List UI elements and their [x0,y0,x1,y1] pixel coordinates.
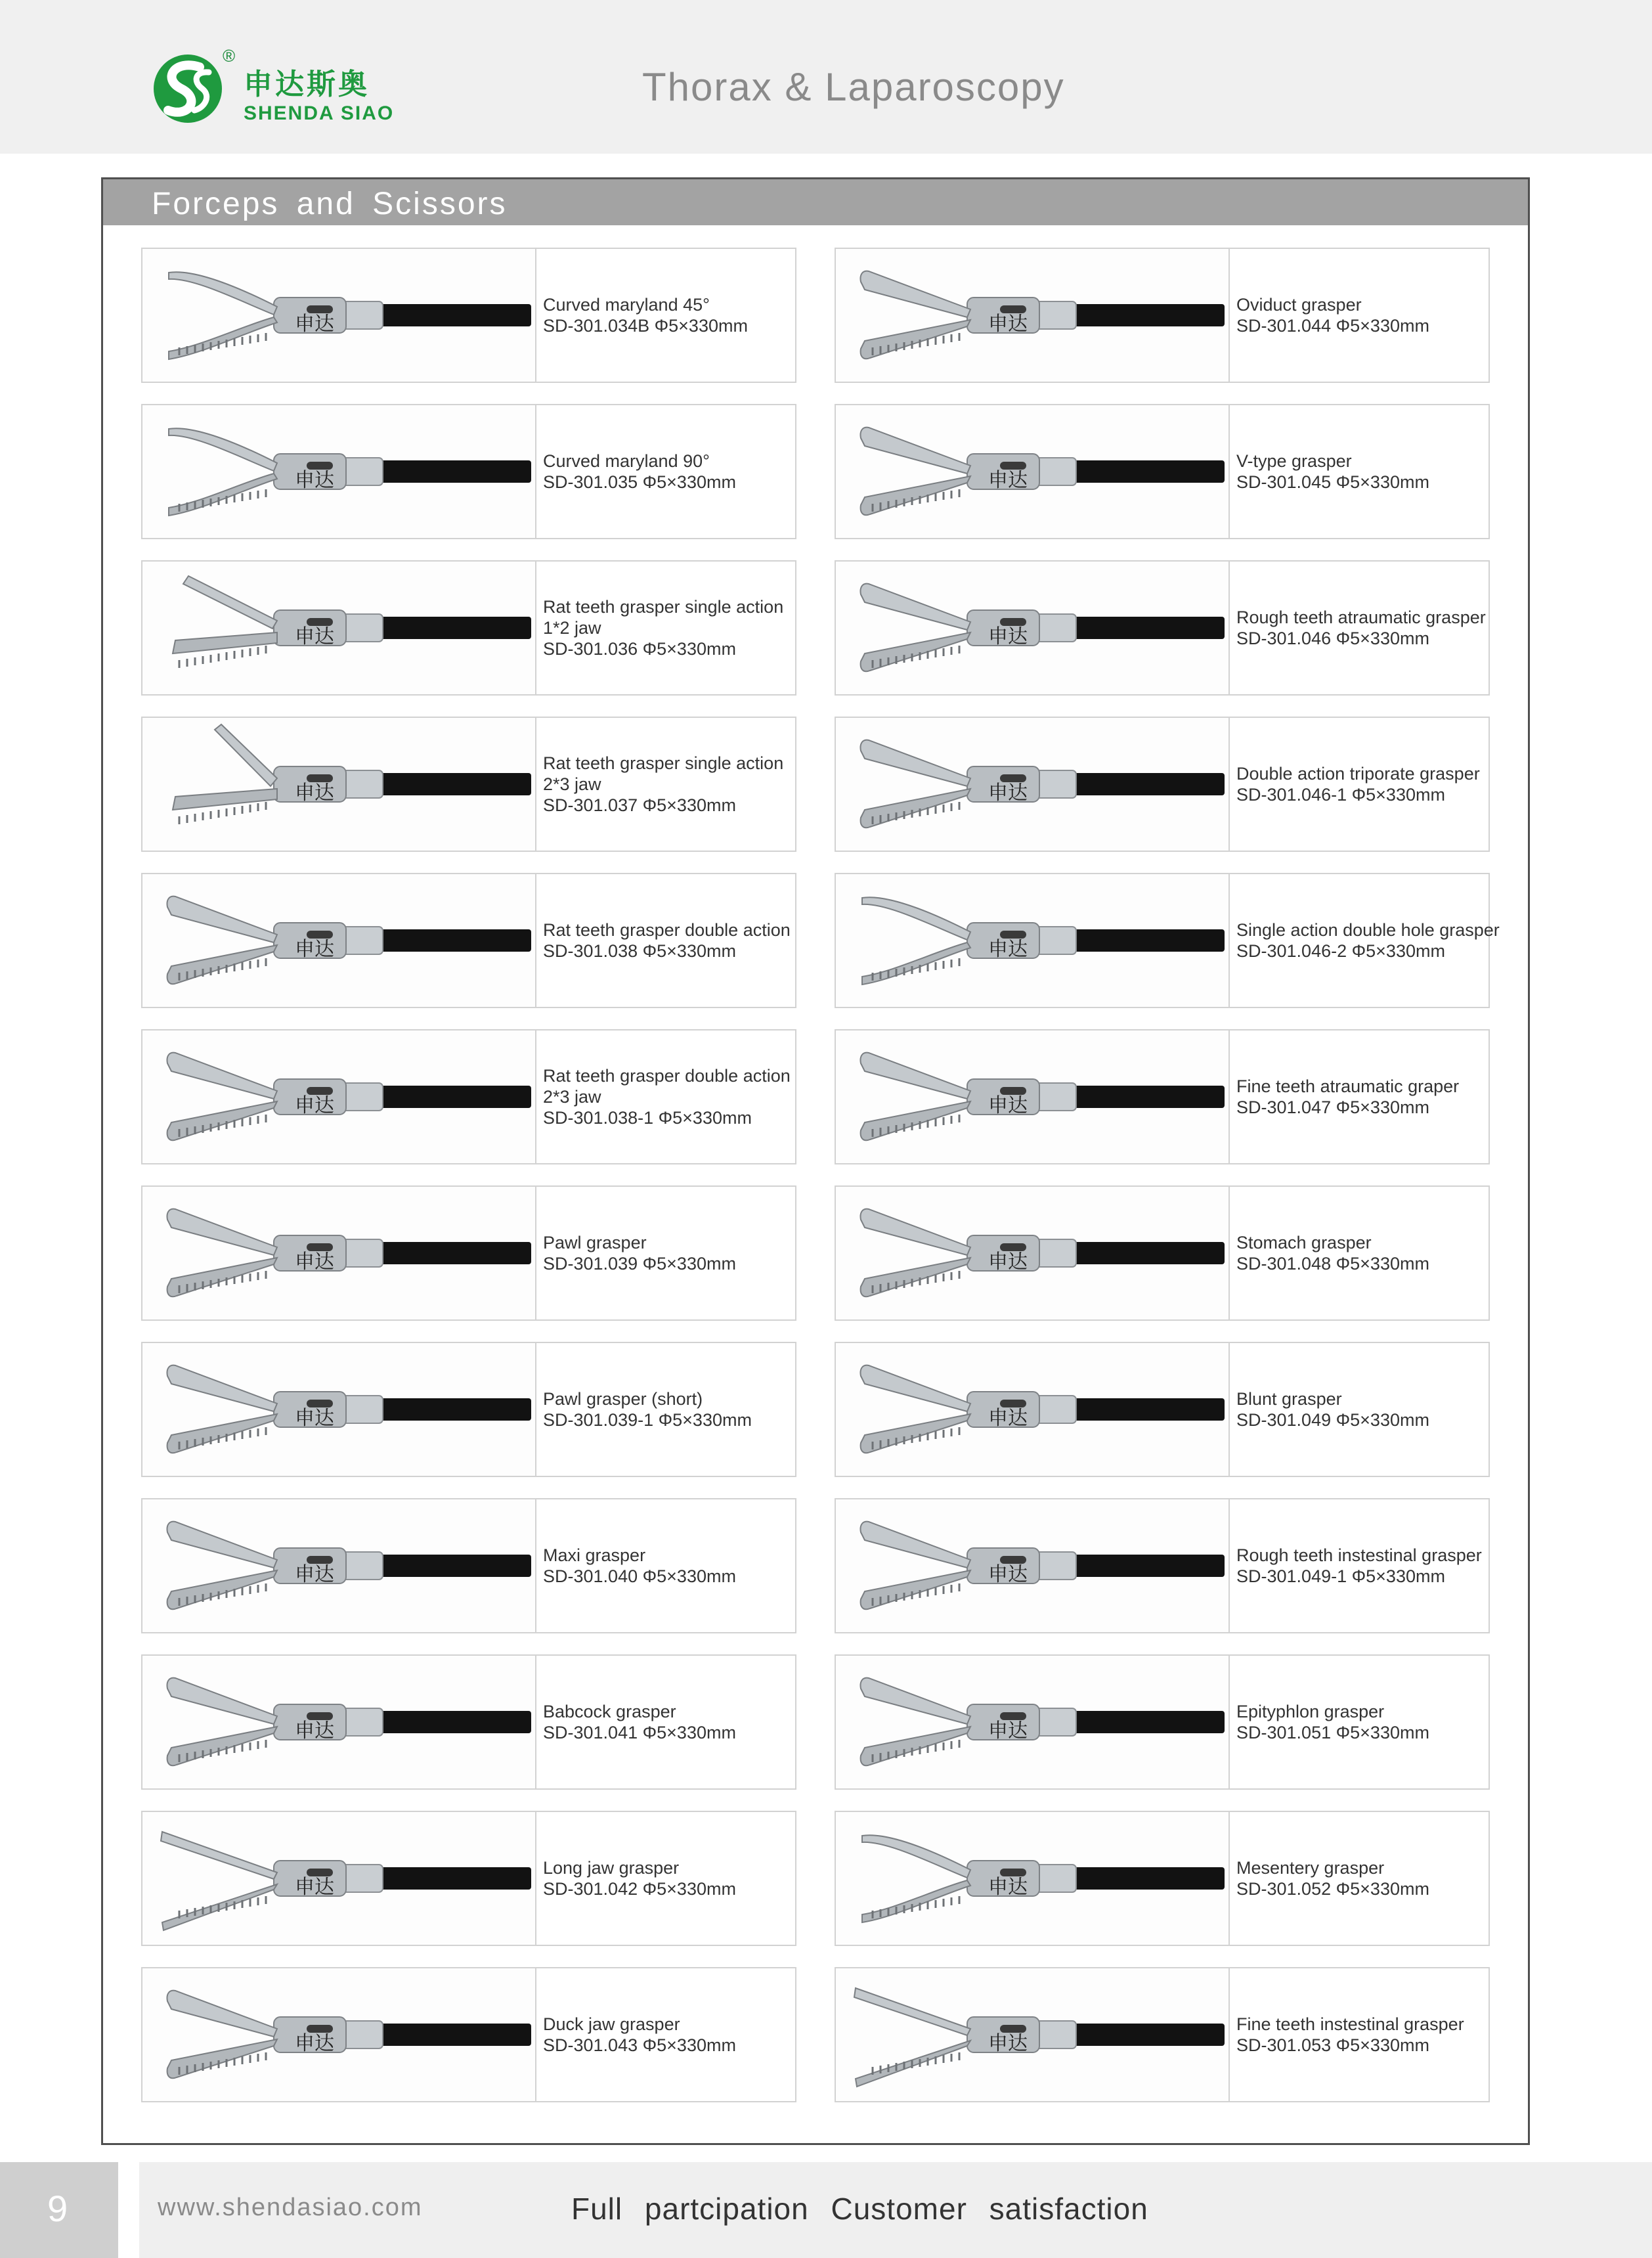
product-name: Rat teeth grasper single action [543,597,784,617]
product-name: Fine teeth instestinal grasper [1236,2014,1464,2034]
product-description [543,1812,793,1945]
product-image [836,249,1230,382]
product-card [835,1811,1490,1946]
product-description [1236,1968,1486,2101]
product-name: Curved maryland 90° [543,451,710,471]
product-spec: SD-301.040 Φ5×330mm [543,1566,736,1586]
product-image [836,1812,1230,1945]
product-spec: SD-301.036 Φ5×330mm [543,639,736,659]
website-url: www.shendasiao.com [158,2194,423,2221]
shaft-mark: 申达 [988,1876,1028,1899]
brand-name-cn: 申达斯奥 [244,68,370,101]
product-image [142,1812,536,1945]
forceps-icon [142,1187,535,1319]
product-image [142,562,536,694]
product-card [835,1029,1490,1164]
product-spec: SD-301.053 Φ5×330mm [1236,2035,1429,2055]
product-card [835,248,1490,383]
product-name: Maxi grasper [543,1545,646,1565]
product-image [142,718,536,851]
product-image [836,1968,1230,2101]
page-number: 9 [47,2188,68,2229]
shaft-mark: 申达 [295,782,334,805]
product-spec: SD-301.034B Φ5×330mm [543,316,748,336]
product-spec: SD-301.043 Φ5×330mm [543,2035,736,2055]
shaft-mark: 申达 [988,313,1028,336]
forceps-icon [142,1812,535,1945]
product-spec: SD-301.039 Φ5×330mm [543,1254,736,1273]
instrument-drawing [861,1522,1225,1610]
product-card [835,1185,1490,1321]
product-spec: SD-301.048 Φ5×330mm [1236,1254,1429,1273]
shaft-mark: 申达 [988,469,1028,492]
instrument-drawing [169,428,531,516]
product-description [543,249,793,382]
product-spec: SD-301.052 Φ5×330mm [1236,1879,1429,1899]
product-card [141,1342,796,1477]
product-card [141,1811,796,1946]
product-description [1236,405,1486,538]
product-card [141,1185,796,1321]
shaft-mark: 申达 [295,938,334,961]
product-image [836,874,1230,1007]
forceps-icon [836,1812,1228,1945]
product-card [141,248,796,383]
instrument-drawing [861,1365,1225,1453]
registered-mark: ® [223,46,236,66]
product-spec: SD-301.049 Φ5×330mm [1236,1410,1429,1430]
product-card [835,717,1490,852]
product-card [141,1029,796,1164]
product-image [836,1343,1230,1476]
shaft-mark: 申达 [295,313,334,336]
product-card [141,560,796,696]
instrument-drawing [862,897,1225,985]
product-image [836,405,1230,538]
product-card [835,1967,1490,2102]
product-name: Oviduct grasper [1236,295,1362,315]
product-description [543,562,793,694]
instrument-drawing [167,897,532,985]
product-description [1236,1030,1486,1163]
product-description [1236,562,1486,694]
product-name: Rough teeth atraumatic grasper [1236,608,1486,627]
product-name: Long jaw grasper [543,1858,680,1878]
shaft-mark: 申达 [988,1407,1028,1430]
product-image [836,1030,1230,1163]
shaft-mark: 申达 [988,1094,1028,1117]
product-description [1236,1656,1486,1788]
forceps-icon [142,874,535,1007]
forceps-icon [836,1656,1228,1788]
product-spec: SD-301.035 Φ5×330mm [543,472,736,492]
product-image [142,1343,536,1476]
instrument-drawing [861,1678,1225,1766]
product-card [141,404,796,539]
product-description [543,1187,793,1319]
forceps-icon [836,874,1228,1007]
product-card [141,1967,796,2102]
product-name: Curved maryland 45° [543,295,710,315]
page-header [0,0,1652,154]
product-card [835,560,1490,696]
product-card [835,404,1490,539]
product-description [1236,1187,1486,1319]
product-spec: 2*3 jaw [543,774,601,794]
forceps-icon [836,718,1228,851]
forceps-icon [142,1968,535,2101]
shaft-mark: 申达 [295,1563,334,1586]
product-name: Stomach grasper [1236,1233,1372,1252]
product-image [142,1968,536,2101]
section-title: Forceps and Scissors [152,187,508,221]
forceps-icon [142,1656,535,1788]
instrument-drawing [167,1209,532,1297]
product-card [835,1498,1490,1633]
shaft-mark: 申达 [295,1407,334,1430]
instrument-drawing [167,1522,532,1610]
page-title: Thorax & Laparoscopy [642,65,1065,109]
product-spec: 1*2 jaw [543,618,601,638]
forceps-icon [836,249,1228,382]
product-description [1236,718,1486,851]
shaft-mark: 申达 [988,1719,1028,1742]
instrument-drawing [861,1053,1225,1141]
shaft-mark: 申达 [988,1251,1028,1273]
shaft-mark: 申达 [295,625,334,648]
shaft-mark: 申达 [988,782,1028,805]
forceps-icon [142,1030,535,1163]
product-card [141,873,796,1008]
product-image [142,1030,536,1163]
product-spec: SD-301.041 Φ5×330mm [543,1723,736,1742]
product-card [835,873,1500,1008]
product-image [142,874,536,1007]
instrument-drawing [861,271,1225,359]
product-description [1236,1499,1486,1632]
instrument-drawing [862,1835,1225,1922]
product-name: Pawl grasper [543,1233,647,1252]
product-name: Rat teeth grasper double action [543,920,791,940]
forceps-icon [142,1499,535,1632]
product-spec: SD-301.045 Φ5×330mm [1236,472,1429,492]
product-description [543,1499,793,1632]
instrument-drawing [167,1991,532,2079]
product-image [836,718,1230,851]
product-card [141,717,796,852]
product-spec: SD-301.044 Φ5×330mm [1236,316,1429,336]
shaft-mark: 申达 [295,1094,334,1117]
product-image [836,1187,1230,1319]
forceps-icon [142,1343,535,1476]
product-description [543,1030,793,1163]
product-description [1236,874,1500,1007]
forceps-icon [836,1030,1228,1163]
product-panel [101,177,1530,2145]
product-name: Epityphlon grasper [1236,1702,1385,1721]
brand-logo-icon [148,53,227,125]
product-spec: SD-301.046-2 Φ5×330mm [1236,941,1445,961]
section-header [103,179,1528,225]
product-name: Rat teeth grasper single action [543,753,784,773]
product-name: V-type grasper [1236,451,1352,471]
shaft-mark: 申达 [295,1251,334,1273]
product-description [543,405,793,538]
forceps-icon [142,405,535,538]
shaft-mark: 申达 [295,2032,334,2055]
page-footer [139,2162,1652,2258]
instrument-drawing [861,1209,1225,1297]
shaft-mark: 申达 [295,1719,334,1742]
page-number-box [0,2162,118,2258]
product-description [543,874,793,1007]
instrument-drawing [861,740,1225,828]
brand-name-en: SHENDA SIAO [244,102,395,124]
instrument-drawing [861,428,1225,516]
instrument-drawing [861,584,1225,672]
product-description [1236,1343,1486,1476]
product-card [835,1654,1490,1790]
product-name: Babcock grasper [543,1702,676,1721]
product-spec: SD-301.042 Φ5×330mm [543,1879,736,1899]
product-description [543,1968,793,2101]
product-card [141,1498,796,1633]
forceps-icon [836,1187,1228,1319]
product-name: Double action triporate grasper [1236,764,1480,784]
product-card [141,1654,796,1790]
product-description [1236,249,1486,382]
shaft-mark: 申达 [295,469,334,492]
product-name: Rat teeth grasper double action [543,1066,791,1086]
product-spec: 2*3 jaw [543,1087,601,1107]
product-image [836,562,1230,694]
product-description [543,1343,793,1476]
instrument-drawing [173,724,531,824]
product-image [142,1187,536,1319]
forceps-icon [142,718,535,851]
brand-logo [148,46,424,131]
forceps-icon [142,249,535,382]
product-image [142,405,536,538]
product-spec: SD-301.038 Φ5×330mm [543,941,736,961]
forceps-icon [142,562,535,694]
product-spec: SD-301.049-1 Φ5×330mm [1236,1566,1445,1586]
shaft-mark: 申达 [988,2032,1028,2055]
forceps-icon [836,1499,1228,1632]
product-name: Single action double hole grasper [1236,920,1500,940]
product-spec: SD-301.046 Φ5×330mm [1236,629,1429,648]
product-name: Pawl grasper (short) [543,1389,703,1409]
instrument-drawing [167,1678,532,1766]
forceps-icon [836,562,1228,694]
instrument-drawing [161,1832,531,1930]
product-image [142,249,536,382]
slogan: Full partcipation Customer satisfaction [571,2192,1148,2226]
shaft-mark: 申达 [988,625,1028,648]
product-name: Fine teeth atraumatic graper [1236,1076,1460,1096]
shaft-mark: 申达 [295,1876,334,1899]
product-image [836,1656,1230,1788]
product-spec: SD-301.051 Φ5×330mm [1236,1723,1429,1742]
shaft-mark: 申达 [988,1563,1028,1586]
product-spec: SD-301.039-1 Φ5×330mm [543,1410,752,1430]
product-description [543,1656,793,1788]
instrument-drawing [854,1988,1225,2087]
product-name: Blunt grasper [1236,1389,1342,1409]
forceps-icon [836,405,1228,538]
product-description [543,718,793,851]
forceps-icon [836,1343,1228,1476]
product-image [836,1499,1230,1632]
shaft-mark: 申达 [988,938,1028,961]
product-spec: SD-301.038-1 Φ5×330mm [543,1108,752,1128]
instrument-drawing [173,576,531,668]
forceps-icon [836,1968,1228,2101]
product-spec: SD-301.047 Φ5×330mm [1236,1097,1429,1117]
instrument-drawing [167,1053,532,1141]
product-name: Duck jaw grasper [543,2014,680,2034]
product-description [1236,1812,1486,1945]
product-card [835,1342,1490,1477]
product-name: Rough teeth instestinal grasper [1236,1545,1482,1565]
product-spec: SD-301.037 Φ5×330mm [543,795,736,815]
product-spec: SD-301.046-1 Φ5×330mm [1236,785,1445,805]
instrument-drawing [169,272,531,359]
product-image [142,1656,536,1788]
instrument-drawing [167,1365,532,1453]
product-name: Mesentery grasper [1236,1858,1385,1878]
product-image [142,1499,536,1632]
